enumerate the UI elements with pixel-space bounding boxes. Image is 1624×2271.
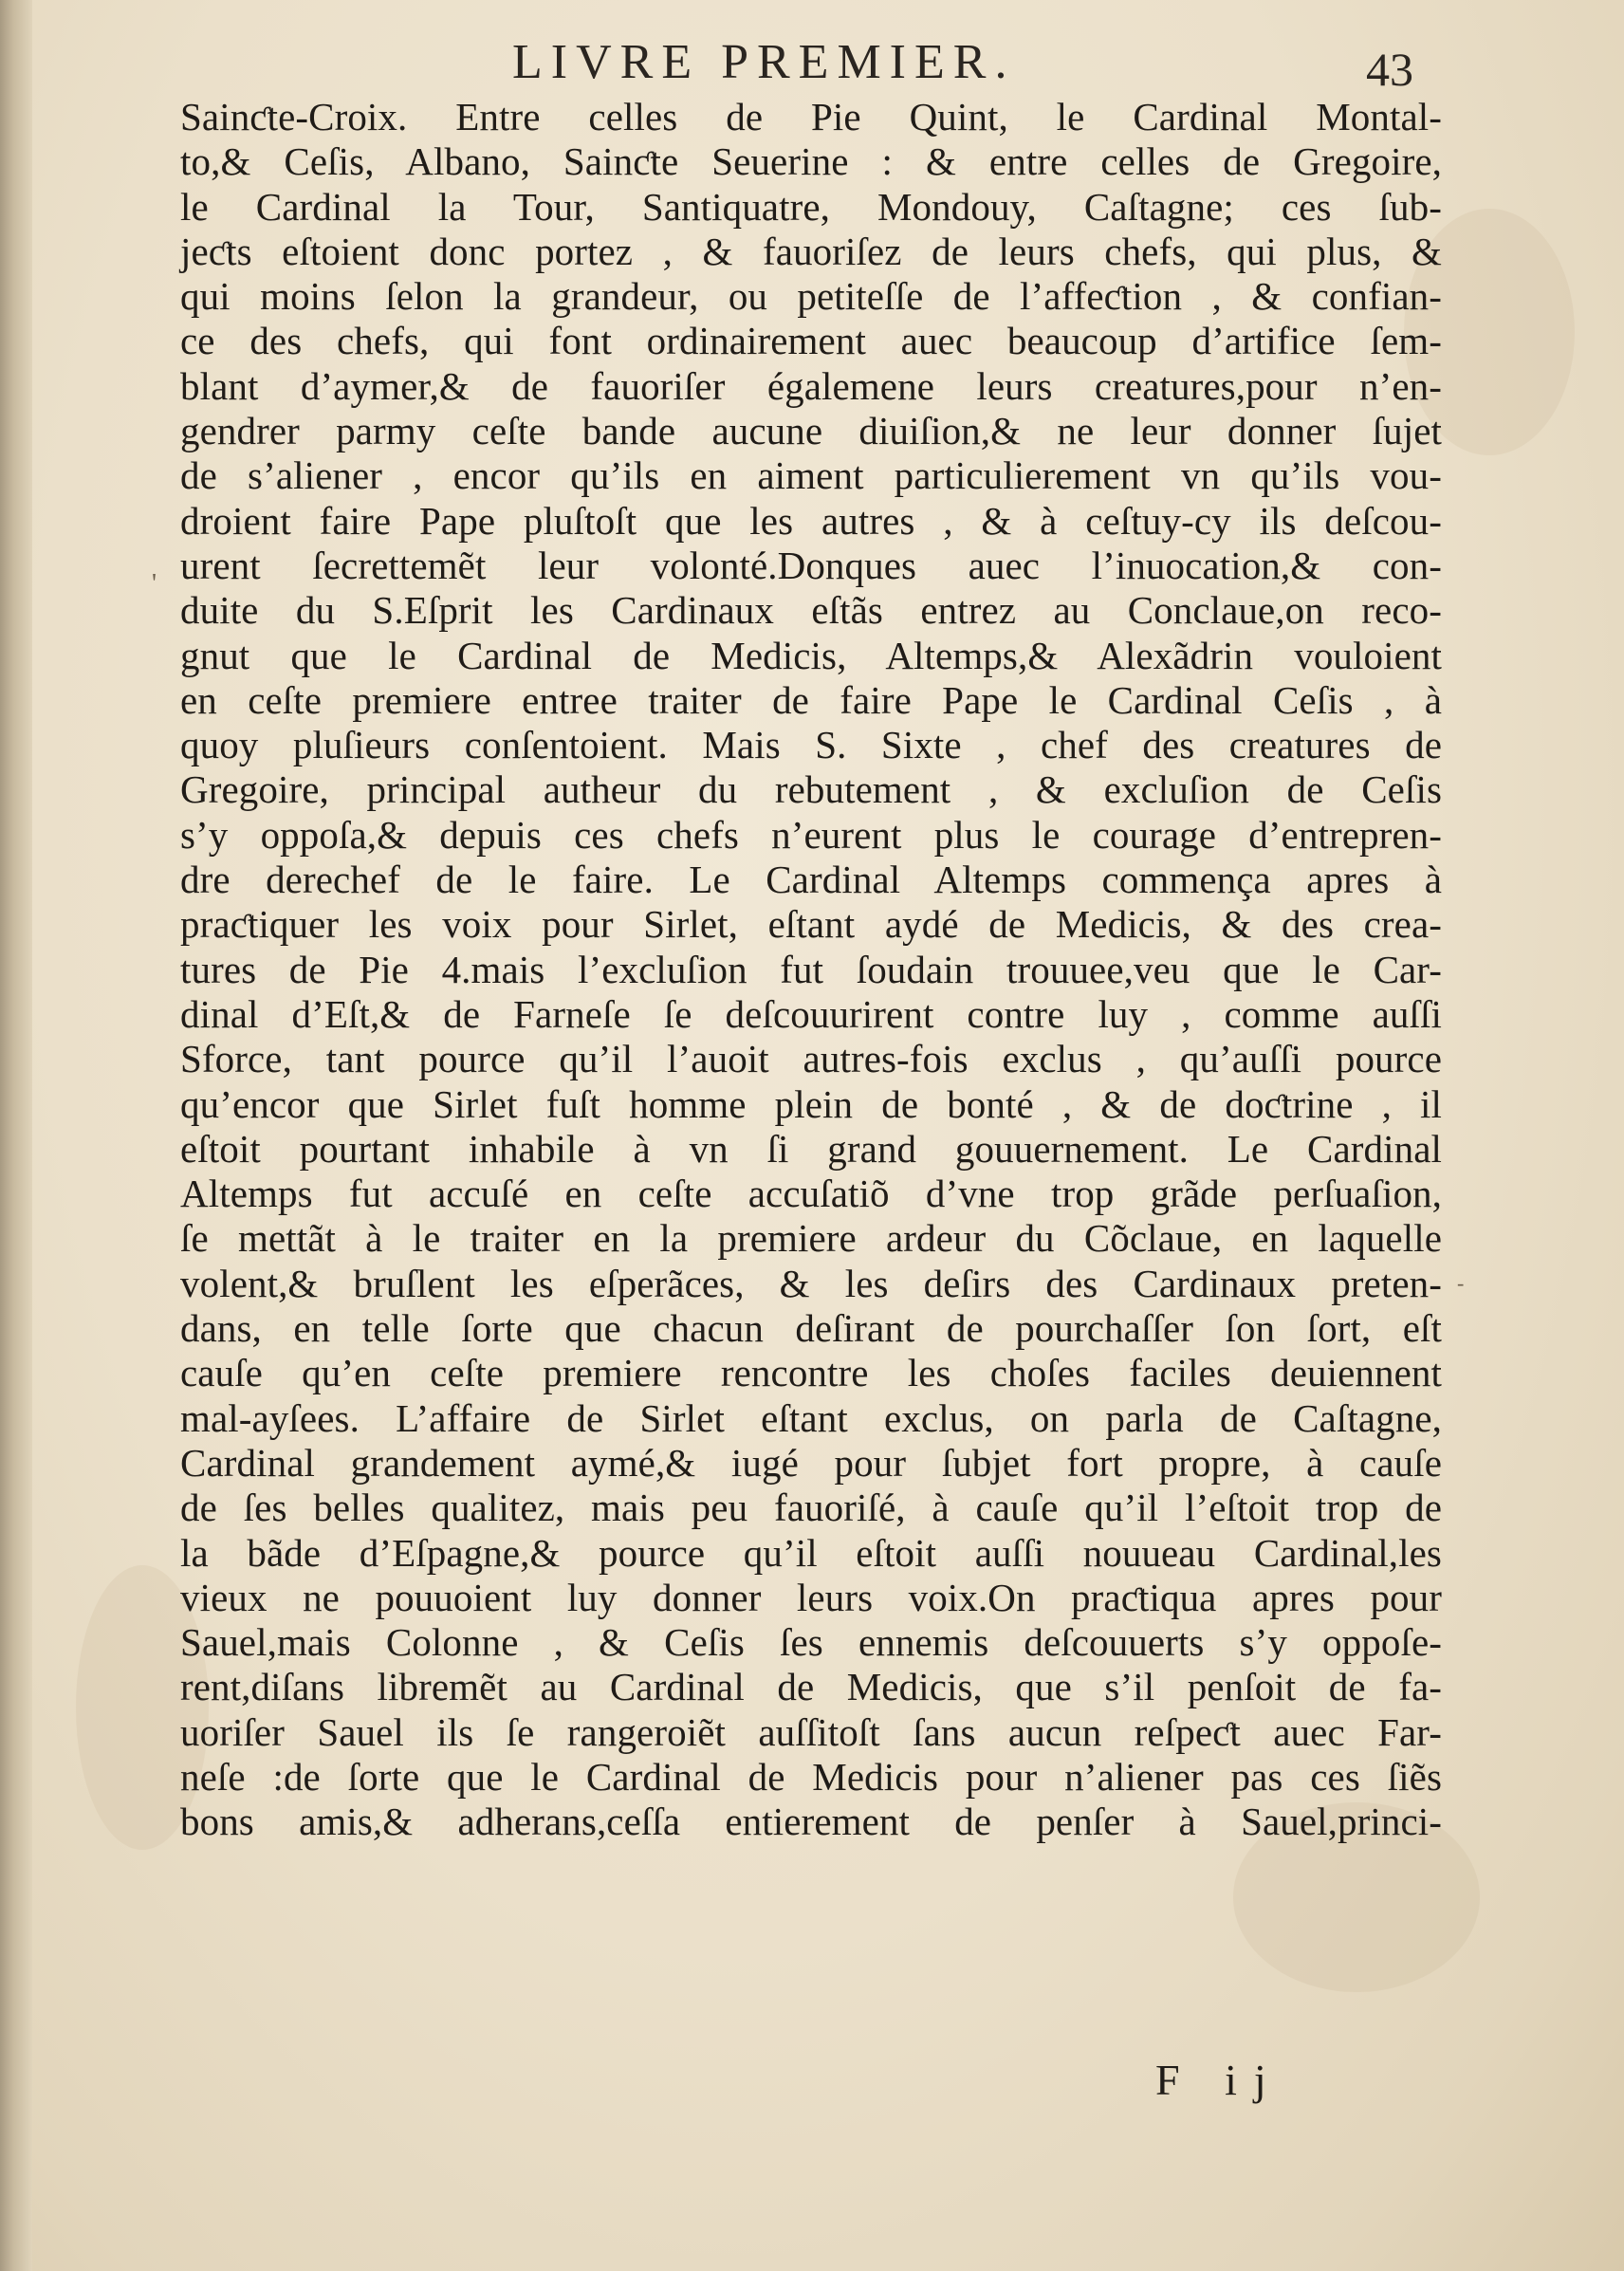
text-line: eſtoit pourtant inhabile à vn ſi grand gouuernement. Le Cardinal (180, 1126, 1442, 1171)
text-line: Gregoire, principal autheur du rebutement , & excluſion de Ceſis (180, 767, 1442, 812)
text-line: la bãde d’Eſpagne,& pource qu’il eſtoit auſſi nouueau Cardinal,les (180, 1530, 1442, 1575)
text-line: ſe mettãt à le traiter en la premiere ardeur du Cõclaue, en laquelle (180, 1216, 1442, 1261)
text-line: rent,diſans libremẽt au Cardinal de Medicis, que s’il penſoit de fa- (180, 1665, 1442, 1709)
text-line: Sainƈte-Croix. Entre celles de Pie Quint, le Cardinal Montal- (180, 95, 1442, 138)
text-line: dinal d’Eſt,& de Farneſe ſe deſcouurirent contre luy , comme auſſi (180, 991, 1442, 1036)
text-line: s’y oppoſa,& depuis ces chefs n’eurent plus le courage d’entrepren- (180, 812, 1442, 857)
text-line: de s’aliener , encor qu’ils en aiment particulierement vn qu’ils vou- (180, 453, 1442, 498)
binding-gutter (0, 0, 32, 2271)
text-line: dre derechef de le faire. Le Cardinal Altemps commença apres à (180, 858, 1442, 902)
text-line: blant d’aymer,& de fauoriſer égalemene leurs creatures,pour n’en- (180, 363, 1442, 408)
text-line: praƈtiquer les voix pour Sirlet, eſtant aydé de Medicis, & des crea- (180, 902, 1442, 947)
text-line: mal-ayſees. L’affaire de Sirlet eſtant exclus, on parla de Caſtagne, (180, 1395, 1442, 1440)
text-line: Sauel,mais Colonne , & Ceſis ſes ennemis deſcouuerts s’y oppoſe- (180, 1620, 1442, 1665)
text-line: jeƈts eſtoient donc portez , & fauoriſez de leurs chefs, qui plus, & (180, 229, 1442, 273)
body-text (180, 95, 1442, 1845)
text-line: bons amis,& adherans,ceſſa entierement de penſer à Sauel,princi- (180, 1800, 1442, 1844)
text-line: neſe :de ſorte que le Cardinal de Medicis pour n’aliener pas ces ſiẽs (180, 1754, 1442, 1799)
text-line: to,& Ceſis, Albano, Sainƈte Seuerine : & entre celles de Gregoire, (180, 139, 1442, 184)
page-number: 43 (1366, 43, 1413, 96)
text-line: urent ſecrettemẽt leur volonté.Donques auec l’inuocation,& con- (180, 543, 1442, 587)
text-line: Cardinal grandement aymé,& iugé pour ſubjet fort propre, à cauſe (180, 1440, 1442, 1485)
text-line: cauſe qu’en ceſte premiere rencontre les choſes faciles deuiennent (180, 1351, 1442, 1395)
catchword: F ij (1155, 2056, 1283, 2104)
text-line: le Cardinal la Tour, Santiquatre, Mondouy, Caſtagne; ces ſub- (180, 184, 1442, 229)
text-line: vieux ne pouuoient luy donner leurs voix.On praƈtiqua apres pour (180, 1575, 1442, 1619)
text-line: tures de Pie 4.mais l’excluſion fut ſoudain trouuee,veu que le Car- (180, 947, 1442, 991)
page-header (0, 21, 1624, 97)
text-line: dans, en telle ſorte que chacun deſirant de pourchaſſer ſon ſort, eſt (180, 1306, 1442, 1351)
text-line: qu’encor que Sirlet fuſt homme plein de bonté , & de doƈtrine , il (180, 1081, 1442, 1126)
text-line: qui moins ſelon la grandeur, ou petiteſſe de l’affeƈtion , & confian- (180, 274, 1442, 319)
text-line: de ſes belles qualitez, mais peu fauoriſé, à cauſe qu’il l’eſtoit trop de (180, 1486, 1442, 1530)
text-line: volent,& bruſlent les eſperãces, & les deſirs des Cardinaux preten- (180, 1261, 1442, 1305)
text-line: quoy pluſieurs conſentoient. Mais S. Sixte , chef des creatures de (180, 723, 1442, 767)
margin-mark: ' (152, 569, 157, 599)
text-line: Altemps fut accuſé en ceſte accuſatiõ d’vne trop grãde perſuaſion, (180, 1172, 1442, 1216)
running-head: LIVRE PREMIER. (512, 35, 1016, 89)
text-line: Sforce, tant pource qu’il l’auoit autres-fois exclus , qu’auſſi pource (180, 1037, 1442, 1081)
text-line: gendrer parmy ceſte bande aucune diuiſion,& ne leur donner ſujet (180, 409, 1442, 453)
text-line: ce des chefs, qui font ordinairement auec beaucoup d’artifice ſem- (180, 319, 1442, 363)
text-line: uoriſer Sauel ils ſe rangeroiẽt auſſitoſt ſans aucun reſpeƈt auec Far- (180, 1709, 1442, 1754)
text-line: droient faire Pape pluſtoſt que les autres , & à ceſtuy-cy ils deſcou- (180, 498, 1442, 543)
text-line: duite du S.Eſprit les Cardinaux eſtãs entrez au Conclaue,on reco- (180, 588, 1442, 633)
text-line: gnut que le Cardinal de Medicis, Altemps,& Alexãdrin vouloient (180, 633, 1442, 677)
text-line: en ceſte premiere entree traiter de faire Pape le Cardinal Ceſis , à (180, 677, 1442, 722)
margin-mark: - (1457, 1271, 1465, 1295)
